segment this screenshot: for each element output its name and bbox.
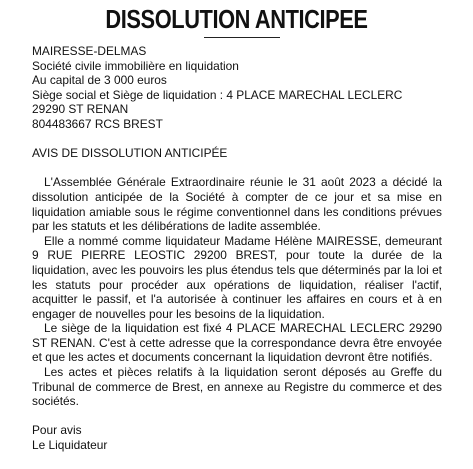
paragraph-filing: Les actes et pièces relatifs à la liquidation seront déposés au Greffe du Tribunal de commerce de Brest, en annexe au Registre du commerce et des sociétés.: [32, 365, 442, 409]
paragraph-dissolution: L'Assemblée Générale Extraordinaire réunie le 31 août 2023 a décidé la dissolution anticipée de la Société à compter de ce jour et sa mise en liquidation amiable sous le régime conventionnel dans les conditions prévues par les statuts et les délibérations de ladite assemblée.: [32, 175, 442, 234]
notice-body: [32, 44, 442, 453]
spacer: [32, 161, 442, 176]
company-capital: Au capital de 3 000 euros: [32, 73, 167, 88]
company-header: [32, 44, 442, 132]
paragraph-seat: Le siège de la liquidation est fixé 4 PLACE MARECHAL LECLERC 29290 ST RENAN. C'est à cette adresse que la correspondance devra être envoyée et que les actes et documents concernant la liquidation devront être notifiés.: [32, 321, 442, 365]
company-city: 29290 ST RENAN: [32, 102, 129, 117]
closing-for-notice: Pour avis: [32, 423, 82, 438]
spacer: [32, 409, 442, 424]
paragraph-liquidator: Elle a nommé comme liquidateur Madame Hélène MAIRESSE, demeurant 9 RUE PIERRE LEOSTIC 29200 BREST, pour toute la durée de la liquidation, avec les pouvoirs les plus étendus tels que déterminés par la loi et les statuts pour procéder aux opérations de liquidation, réaliser l'actif, acquitter le passif, et l'a autorisée à continuer les affaires en cours et à en engager de nouvelles pour les besoins de la liquidation.: [32, 233, 442, 321]
closing-signatory: Le Liquidateur: [32, 438, 108, 453]
notice-title: DISSOLUTION ANTICIPEE: [105, 4, 368, 34]
title-underline: [204, 37, 280, 38]
company-name: MAIRESSE-DELMAS: [32, 44, 147, 58]
spacer: [32, 132, 442, 147]
notice-subtitle: AVIS DE DISSOLUTION ANTICIPÉE: [32, 146, 228, 161]
company-address: Siège social et Siège de liquidation : 4 PLACE MARECHAL LECLERC: [32, 87, 403, 102]
company-rcs: 804483667 RCS BREST: [32, 116, 163, 131]
company-form: Société civile immobilière en liquidation: [32, 58, 239, 73]
